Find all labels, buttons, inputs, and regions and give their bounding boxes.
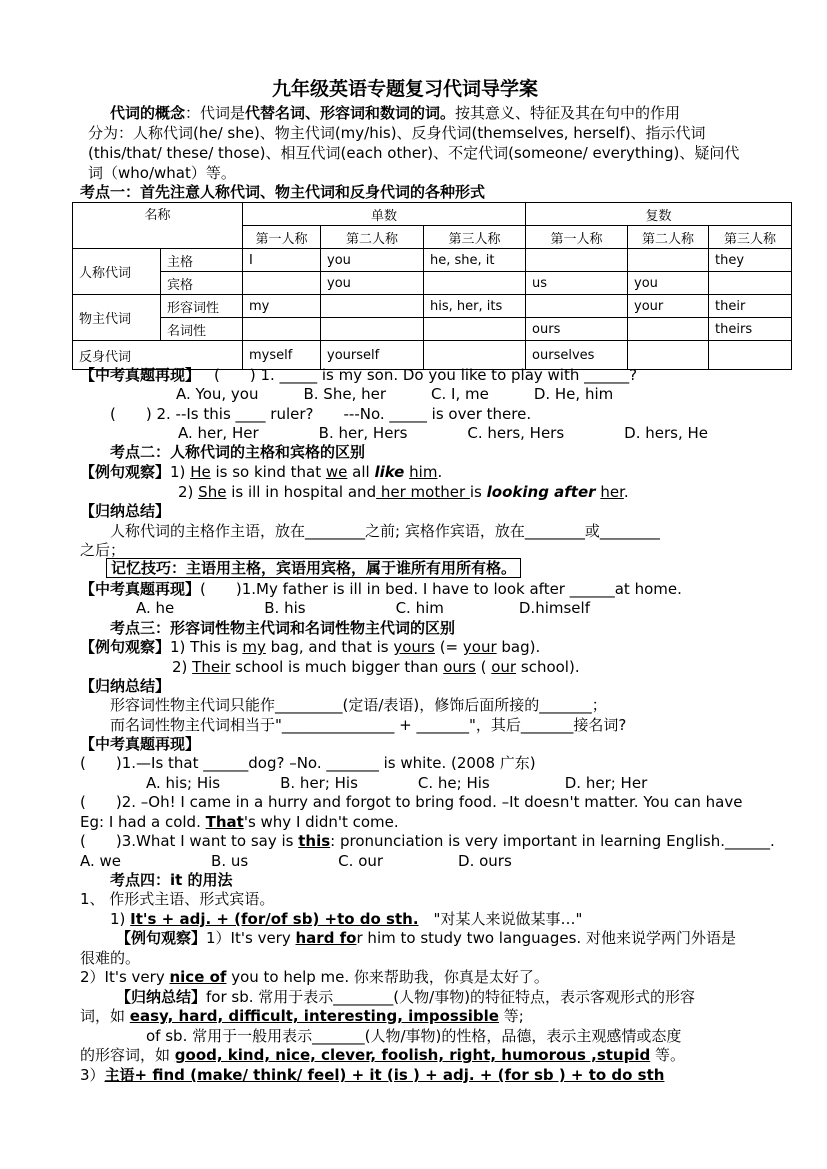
it-example-1-cont: 很难的。 (80, 949, 141, 967)
exam-3-label: 【中考真题再现】 (80, 735, 201, 753)
table-cell (321, 295, 424, 318)
table-cell: your (628, 295, 709, 318)
text: bag). (496, 638, 541, 656)
table-cell (628, 318, 709, 341)
table-cell: ourselves (526, 341, 628, 370)
text: 2) (172, 658, 193, 676)
example-2-line-1 (80, 463, 442, 482)
table-cell: you (321, 249, 424, 272)
summary-2-label: 【归纳总结】 (80, 502, 171, 520)
text: 等; (498, 1007, 524, 1025)
underlined-word: your (462, 638, 497, 656)
emphasized-word: looking after (486, 483, 596, 501)
memory-tip-box: 记忆技巧：主语用主格，宾语用宾格，属于谁所有用所有格。 (106, 558, 521, 578)
adjective-list: good, kind, nice, clever, foolish, right, humorous ,stupid (174, 1046, 651, 1064)
intro-line-4: 词（who/what）等。 (88, 164, 236, 182)
exam-1-q1 (80, 366, 637, 385)
text: school is much bigger than (230, 658, 444, 676)
table-cell: he, she, it (424, 249, 526, 272)
underlined-word: her (600, 483, 624, 501)
exam-1-q2-options: A. her, Her B. her, Hers C. hers, Hers D. hers, He (178, 424, 709, 442)
table-sub-label: 形容词性 (161, 295, 243, 318)
table-cell: myself (243, 341, 321, 370)
table-cell: ours (526, 318, 628, 341)
example-label: 【例句观察】 (116, 929, 207, 947)
table-group-label: 人称代词 (73, 249, 161, 295)
text: 词，如 (80, 1007, 130, 1025)
intro-line-2: 分为：人称代词(he/ she)、物主代词(my/his)、反身代词(themselves, herself)、指示代词 (88, 124, 706, 142)
text: . (623, 483, 629, 501)
example-3-line-1 (80, 638, 540, 657)
table-cell (526, 249, 628, 272)
text: r him to study two languages. 对他来说学两门外语是 (356, 929, 736, 947)
text: 的形容词，如 (80, 1046, 175, 1064)
underlined-word: our (491, 658, 517, 676)
underlined-word: yours (393, 638, 435, 656)
table-cell (243, 318, 321, 341)
exam-3-q2: ( )2. –Oh! I came in a hurry and forgot to bring food. –It doesn't matter. You can have (80, 793, 743, 811)
it-example-2 (80, 968, 549, 987)
underlined-word: ours (443, 658, 476, 676)
underlined-word: She (198, 483, 227, 501)
exam-2-q1 (80, 580, 682, 599)
intro-text-1: ：代词是 (185, 104, 246, 122)
exam-3-q1-options: A. his; His B. her; His C. he; His D. her; Her (146, 774, 648, 792)
table-cell: us (526, 272, 628, 295)
table-sub-label: 名词性 (161, 318, 243, 341)
table-group-label: 物主代词 (73, 295, 161, 341)
summary-3-line-2: 而名词性物主代词相当于"_______________ + _______"，其后_______接名词? (110, 716, 627, 734)
example-label: 【例句观察】 (80, 463, 171, 481)
underlined-word: my (242, 638, 266, 656)
memory-tip (106, 559, 521, 578)
underlined-word: Their (192, 658, 231, 676)
emphasized-word: like (374, 463, 405, 481)
adjective-list: easy, hard, difficult, interesting, impossible (129, 1007, 499, 1025)
exam-1-q1-options: A. You, you B. She, her C. I, me D. He, him (176, 385, 614, 403)
underlined-word: this (298, 832, 331, 850)
table-cell: theirs (709, 318, 792, 341)
exam-3-q1: ( )1.—Is that ______dog? –No. _______ is white. (2008 广东) (80, 754, 536, 772)
underlined-word: That (205, 813, 244, 831)
exam-label: 【中考真题再现】 (80, 366, 201, 384)
intro-label: 代词的概念 (110, 104, 186, 122)
text: 3） (80, 1066, 105, 1084)
underlined-word: He (190, 463, 211, 481)
text: ( (475, 658, 492, 676)
page-title: 九年级英语专题复习代词导学案 (272, 78, 539, 100)
text: for sb. 常用于表示________(人物/事物)的特征特点，表示客观形式的形容 (206, 988, 696, 1006)
table-cell (243, 272, 321, 295)
table-cell (526, 295, 628, 318)
table-cell (321, 318, 424, 341)
exam-2-options: A. he B. his C. him D.himself (136, 599, 590, 617)
text: is (469, 483, 487, 501)
text: 1) This is (170, 638, 243, 656)
text: Eg: I had a cold. (80, 813, 206, 831)
kaodian-2-heading: 考点二：人称代词的主格和宾格的区别 (110, 443, 366, 461)
table-person-header: 第一人称 (243, 226, 321, 249)
text: 2）It's very (80, 968, 170, 986)
intro-bold: 代替名词、形容词和数词的词。 (245, 104, 456, 122)
example-3-line-2 (172, 658, 580, 677)
text: 1）It's very (206, 929, 296, 947)
exam-3-q3-options: A. we B. us C. our D. ours (80, 852, 512, 870)
table-cell: you (628, 272, 709, 295)
underlined-word: nice of (169, 968, 227, 986)
example-2-line-2 (178, 483, 629, 502)
kaodian-4-heading: 考点四：it 的用法 (110, 871, 233, 889)
intro-line-1 (110, 104, 680, 123)
it-example-1 (116, 929, 736, 948)
text: school). (516, 658, 580, 676)
question-text: ( ) 1. _____ is my son. Do you like to play with ______? (214, 366, 638, 384)
table-header-singular: 单数 (243, 203, 526, 226)
underlined-word: her mother (376, 483, 470, 501)
pronoun-forms-table (72, 202, 792, 370)
table-cell (709, 272, 792, 295)
text: 1) (170, 463, 191, 481)
text: is ill in hospital and (226, 483, 377, 501)
text: (= (434, 638, 463, 656)
table-cell: yourself (321, 341, 424, 370)
it-summary-1-cont (80, 1007, 524, 1026)
table-cell: my (243, 295, 321, 318)
text: 's why I didn't come. (243, 813, 399, 831)
table-sub-label: 主格 (161, 249, 243, 272)
table-cell (628, 341, 709, 370)
table-cell (424, 272, 526, 295)
text: is so kind that (210, 463, 326, 481)
underlined-word: him (409, 463, 438, 481)
table-group-label: 反身代词 (73, 341, 243, 370)
example-label: 【例句观察】 (80, 638, 171, 656)
text: "对某人来说做某事…" (418, 910, 583, 928)
intro-text-2: 按其意义、特征及其在句中的作用 (455, 104, 681, 122)
table-person-header: 第二人称 (321, 226, 424, 249)
it-summary-2: of sb. 常用于一般用表示_______(人物/事物)的性格，品德，表示主观感情或态度 (146, 1027, 682, 1045)
table-cell: you (321, 272, 424, 295)
it-heading-1: 1、 作形式主语、形式宾语。 (80, 890, 275, 908)
exam-label: 【中考真题再现】 (80, 580, 201, 598)
text: . (437, 463, 443, 481)
kaodian-3-heading: 考点三：形容词性物主代词和名词性物主代词的区别 (110, 619, 456, 637)
text: all (347, 463, 375, 481)
table-cell (709, 341, 792, 370)
pattern-formula: It's + adj. + (for/of sb) +to do sth. (130, 910, 419, 928)
text: 2) (178, 483, 199, 501)
it-summary-2-cont (80, 1046, 685, 1065)
kaodian-1-heading: 考点一：首先注意人称代词、物主代词和反身代词的各种形式 (80, 183, 486, 201)
summary-3-label: 【归纳总结】 (80, 677, 171, 695)
text: you to help me. 你来帮助我，你真是太好了。 (226, 968, 549, 986)
question-text: ( )1.My father is ill in bed. I have to look after ______at home. (200, 580, 682, 598)
text: ( )3.What I want to say is (80, 832, 299, 850)
it-pattern-1 (110, 910, 582, 929)
summary-label: 【归纳总结】 (116, 988, 207, 1006)
table-person-header: 第二人称 (628, 226, 709, 249)
summary-3-line-1: 形容词性物主代词只能作_________(定语/表语)，修饰后面所接的_______； (110, 696, 607, 714)
text: 1) (110, 910, 131, 928)
it-pattern-3 (80, 1066, 664, 1085)
text: bag, and that is (265, 638, 394, 656)
table-cell: they (709, 249, 792, 272)
table-header-plural: 复数 (526, 203, 792, 226)
underlined-word: hard fo (295, 929, 357, 947)
exam-1-q2: ( ) 2. --Is this ____ ruler? ---No. _____ is over there. (110, 405, 532, 423)
table-cell: his, her, its (424, 295, 526, 318)
intro-line-3: (this/that/ these/ those)、相互代词(each other)、不定代词(someone/ everything)、疑问代 (88, 144, 740, 162)
underlined-word: we (325, 463, 348, 481)
table-cell: their (709, 295, 792, 318)
table-sub-label: 宾格 (161, 272, 243, 295)
table-person-header: 第三人称 (424, 226, 526, 249)
table-person-header: 第三人称 (709, 226, 792, 249)
exam-3-q3 (80, 832, 775, 851)
text: 等。 (650, 1046, 686, 1064)
summary-2-line-2: 之后； (80, 541, 126, 559)
table-header-name: 名称 (73, 203, 243, 249)
exam-3-eg (80, 813, 399, 832)
text: : pronunciation is very important in learning English.______. (330, 832, 775, 850)
table-cell (424, 318, 526, 341)
table-person-header: 第一人称 (526, 226, 628, 249)
table-cell: I (243, 249, 321, 272)
it-summary-1 (116, 988, 695, 1007)
summary-2-line-1: 人称代词的主格作主语，放在________之前; 宾格作宾语，放在________或________ (110, 522, 660, 540)
pattern-formula: 主语+ find (make/ think/ feel) + it (is ) + adj. + (for sb ) + to do sth (104, 1066, 665, 1084)
table-cell (628, 249, 709, 272)
